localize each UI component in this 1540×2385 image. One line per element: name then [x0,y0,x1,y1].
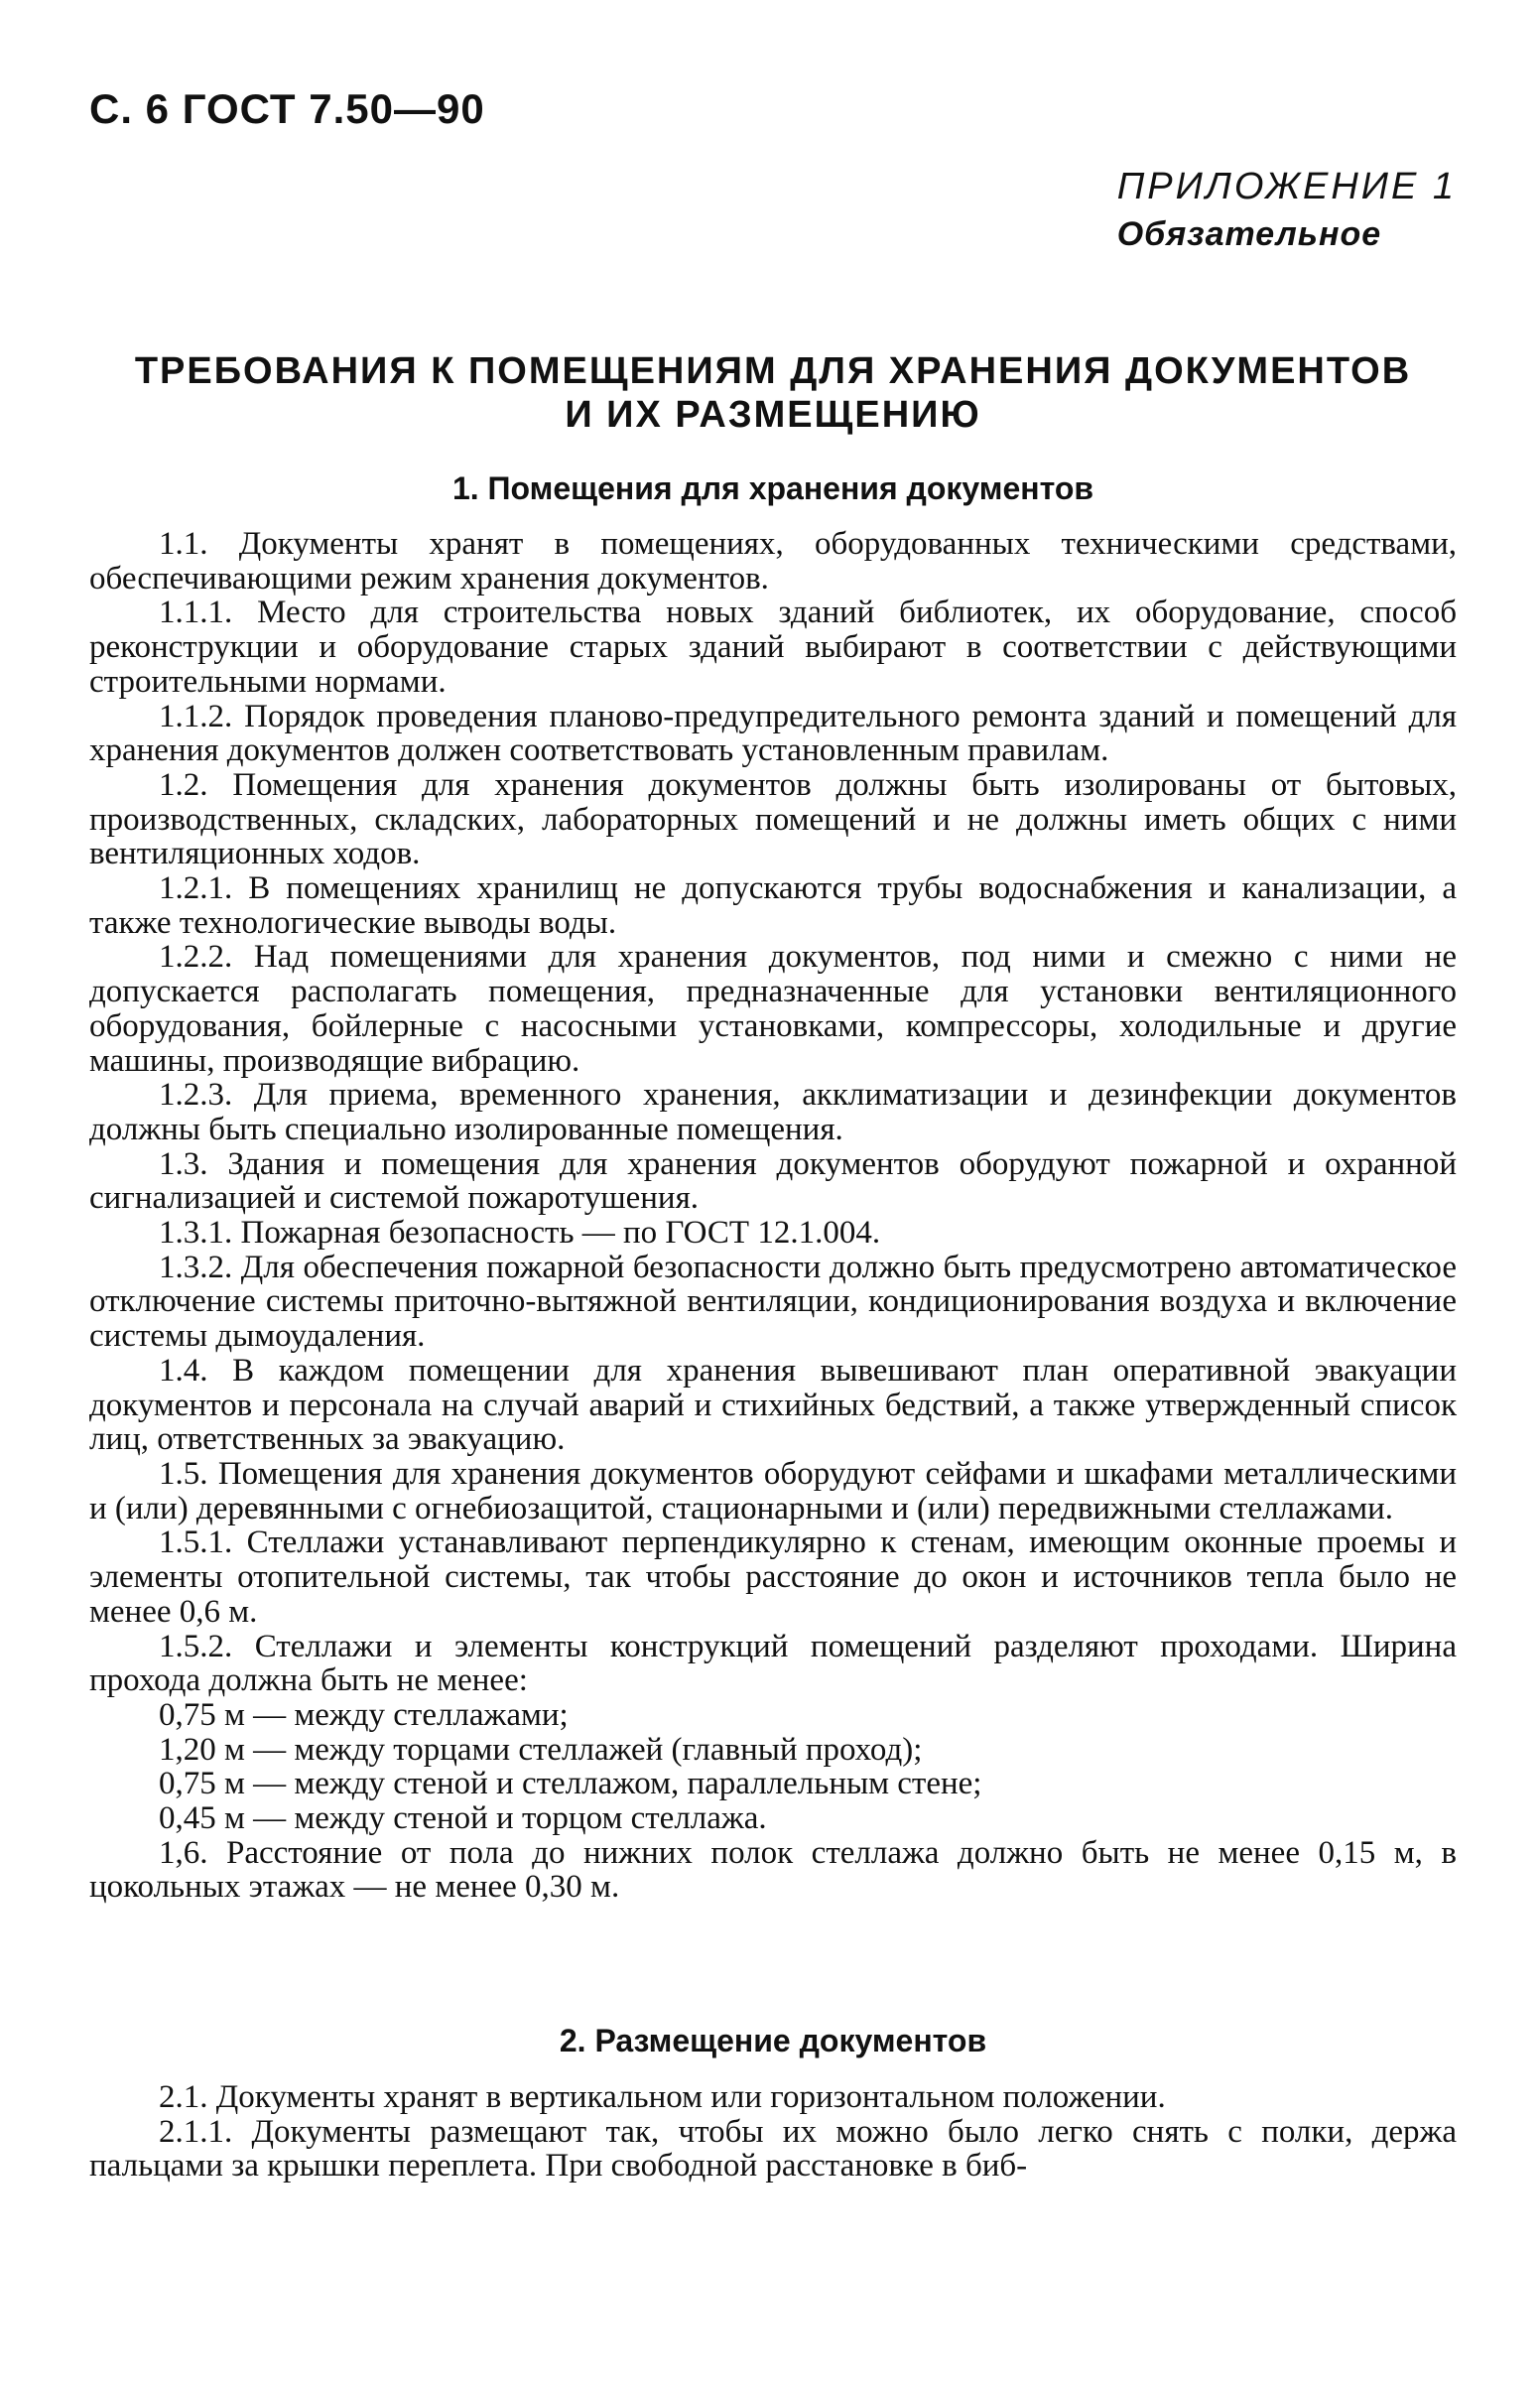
paragraph-1-4: 1.4. В каждом помещении для хранения вывешивают план оперативной эвакуации документов и персонала на случай аварий и стихийных бедствий, а также утвержденный список лиц, ответственных за эвакуацию. [89,1352,1457,1458]
document-title-line-1: ТРЕБОВАНИЯ К ПОМЕЩЕНИЯМ ДЛЯ ХРАНЕНИЯ ДОКУМЕНТОВ [134,350,1412,392]
document-title-line-2: И ИХ РАЗМЕЩЕНИЮ [565,394,981,436]
section-2-heading: 2. Размещение документов [559,2023,987,2058]
appendix-label: ПРИЛОЖЕНИЕ 1 [1116,166,1457,207]
paragraph-1-3-2: 1.3.2. Для обеспечения пожарной безопасности должно быть предусмотрено автоматическое отключение системы приточно-вытяжной вентиляции, кондиционирования воздуха и включение системы дымоудаления. [89,1249,1457,1355]
paragraph-1-5-1: 1.5.1. Стеллажи устанавливают перпендикулярно к стенам, имеющим оконные проемы и элементы отопительной системы, так чтобы расстояние до окон и источников тепла было не менее 0,6 м. [89,1524,1457,1630]
paragraph-1-5-2: 1.5.2. Стеллажи и элементы конструкций помещений разделяют проходами. Ширина прохода должна быть не менее: [89,1628,1457,1699]
appendix-block [1117,163,1457,258]
document-title [89,349,1457,437]
appendix-status: Обязательное [1116,215,1382,253]
paragraph-2-1-1: 2.1.1. Документы размещают так, чтобы их можно было легко снять с полки, держа пальцами за крышки переплета. При свободной расстановке в биб- [89,2113,1457,2185]
aisle-width-item: 0,75 м — между стеной и стеллажом, параллельным стене; [159,1766,982,1802]
aisle-width-item: 0,75 м — между стеллажами; [159,1696,569,1733]
paragraph-1-2-2: 1.2.2. Над помещениями для хранения документов, под ними и смежно с ними не допускается располагать помещения, предназначенные для установки вентиляционного оборудования, бойлерные с насосными установками, компрессоры, холодильные и другие машины, производящие вибрацию. [89,939,1457,1079]
section-2-body [89,2080,1457,2184]
paragraph-1-2-1: 1.2.1. В помещениях хранилищ не допускаются трубы водоснабжения и канализации, а также технологические выводы воды. [89,870,1457,941]
section-1-body [89,527,1457,1905]
paragraph-1-2-3: 1.2.3. Для приема, временного хранения, акклиматизации и дезинфекции документов должны быть специально изолированные помещения. [89,1077,1457,1147]
paragraph-1-3-1: 1.3.1. Пожарная безопасность — по ГОСТ 12.1.004. [159,1215,881,1252]
paragraph-1-3: 1.3. Здания и помещения для хранения документов оборудуют пожарной и охранной сигнализацией и системой пожаротушения. [89,1145,1457,1217]
paragraph-1-5: 1.5. Помещения для хранения документов оборудуют сейфами и шкафами металлическими и (или) деревянными с огнебиозащитой, стационарными и (или) передвижными стеллажами. [89,1455,1457,1526]
paragraph-1-2: 1.2. Помещения для хранения документов должны быть изолированы от бытовых, производственных, складских, лабораторных помещений и не должны иметь общих с ними вентиляционных ходов. [89,766,1457,872]
running-header: С. 6 ГОСТ 7.50—90 [89,85,485,132]
paragraph-1-1-1: 1.1.1. Место для строительства новых зданий библиотек, их оборудование, способ реконструкции и оборудование старых зданий выбирают в соответствии с действующими строительными нормами. [89,595,1457,700]
paragraph-2-1: 2.1. Документы хранят в вертикальном или горизонтальном положении. [159,2079,1166,2115]
section-1-heading: 1. Помещения для хранения документов [451,470,1094,506]
aisle-width-item: 1,20 м — между торцами стеллажей (главный проход); [159,1731,923,1768]
paragraph-1-6: 1,6. Расстояние от пола до нижних полок стеллажа должно быть не менее 0,15 м, в цокольных этажах — не менее 0,30 м. [89,1834,1457,1906]
paragraph-1-1: 1.1. Документы хранят в помещениях, оборудованных техническими средствами, обеспечивающими режим хранения документов. [89,526,1457,596]
paragraph-1-1-2: 1.1.2. Порядок проведения планово-предупредительного ремонта зданий и помещений для хранения документов должен соответствовать установленным правилам. [89,698,1457,769]
aisle-width-item: 0,45 м — между стеной и торцом стеллажа. [159,1800,767,1837]
